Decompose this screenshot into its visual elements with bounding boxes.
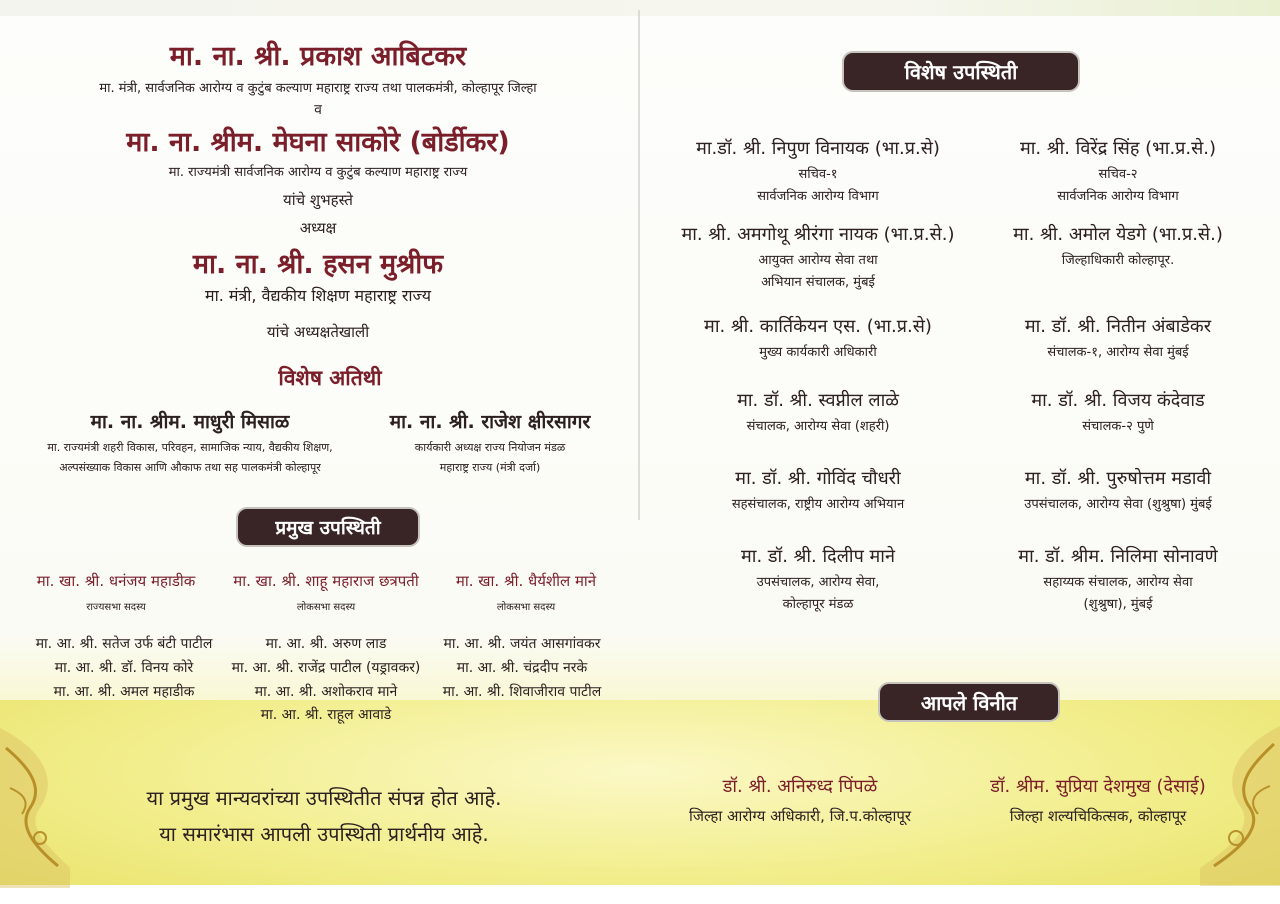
chief-guest-name: मा. ना. श्री. प्रकाश आबिटकर [169, 41, 467, 72]
special-presence-heading: विशेष उपस्थिती [844, 53, 1078, 90]
co-guest-role: मा. राज्यमंत्री सार्वजनिक आरोग्य व कुटुंब कल्याण महाराष्ट्र राज्य [168, 165, 468, 180]
president-role: मा. मंत्री, वैद्यकीय शिक्षण महाराष्ट्र राज्य [205, 286, 431, 305]
yours-heading: आपले विनीत [880, 684, 1058, 720]
official-role: सहाय्यक संचालक, आरोग्य सेवा [1043, 575, 1193, 590]
official-name: मा. डॉ. श्रीम. निलिमा सोनावणे [1018, 546, 1218, 567]
mp-name: मा. खा. श्री. धनंजय महाडीक [36, 572, 196, 590]
chief-guest-role: मा. मंत्री, सार्वजनिक आरोग्य व कुटुंब कल्याण महाराष्ट्र राज्य तथा पालकमंत्री, कोल्हापूर जिल्हा [99, 81, 537, 96]
mp-name: मा. खा. श्री. धैर्यशील माने [455, 572, 597, 590]
official-role: कोल्हापूर मंडळ [782, 597, 854, 612]
official-name: मा. डॉ. श्री. स्वप्नील लाळे [737, 390, 899, 411]
special-guest-role: महाराष्ट्र राज्य (मंत्री दर्जा) [439, 461, 541, 474]
page-fold [638, 10, 640, 520]
official-role: उपसंचालक, आरोग्य सेवा, [756, 575, 880, 590]
by-hands-text: यांचे शुभहस्ते [283, 191, 353, 209]
host-name: डॉ. श्रीम. सुप्रिया देशमुख (देसाई) [990, 776, 1206, 797]
official-name: मा. श्री. कार्तिकेयन एस. (भा.प्र.से) [704, 316, 932, 337]
official-name: मा. डॉ. श्री. दिलीप माने [741, 546, 895, 567]
official-role: संचालक-१, आरोग्य सेवा मुंबई [1047, 345, 1189, 360]
mp-role: लोकसभा सदस्य [496, 602, 556, 613]
bottom-edge [0, 885, 1280, 904]
official-role: उपसंचालक, आरोग्य सेवा (शुश्रुषा) मुंबई [1024, 497, 1212, 512]
official-role: सचिव-२ [1098, 167, 1138, 182]
official-role: (शुश्रुषा), मुंबई [1083, 597, 1153, 612]
top-edge [0, 0, 1280, 16]
official-name: मा. डॉ. श्री. नितीन अंबाडेकर [1024, 316, 1212, 337]
official-name: मा. श्री. अमगोथू श्रीरंगा नायक (भा.प्र.से.) [681, 224, 955, 245]
official-role: जिल्हाधिकारी कोल्हापूर. [1061, 253, 1175, 268]
official-name: मा. डॉ. श्री. पुरुषोत्तम मडावी [1024, 468, 1212, 489]
special-guest-role: अल्पसंख्याक विकास आणि औकाफ तथा सह पालकमंत्री कोल्हापूर [59, 461, 321, 474]
mla-name: मा. आ. श्री. सतेज उर्फ बंटी पाटील [35, 636, 213, 652]
host-name: डॉ. श्री. अनिरुध्द पिंपळे [722, 776, 878, 797]
official-role: संचालक, आरोग्य सेवा (शहरी) [746, 419, 890, 434]
mla-name: मा. आ. श्री. अशोकराव माने [254, 684, 398, 700]
official-role: अभियान संचालक, मुंबई [761, 275, 875, 290]
mla-name: मा. आ. श्री. अमल महाडीक [53, 684, 195, 700]
official-role: मुख्य कार्यकारी अधिकारी [759, 345, 877, 360]
co-guest-name: मा. ना. श्रीम. मेघना साकोरे (बोर्डीकर) [126, 127, 510, 158]
and-word: व [314, 102, 322, 118]
president-label: अध्यक्ष [299, 219, 337, 237]
host-role: जिल्हा आरोग्य अधिकारी, जि.प.कोल्हापूर [688, 807, 912, 825]
official-name: मा. डॉ. श्री. विजय कंदेवाड [1031, 390, 1205, 411]
presidency-text: यांचे अध्यक्षतेखाली [266, 323, 370, 341]
special-guest-name: मा. ना. श्री. राजेश क्षीरसागर [389, 411, 591, 433]
mp-role: लोकसभा सदस्य [296, 602, 356, 613]
mla-name: मा. आ. श्री. राजेंद्र पाटील (यड्रावकर) [231, 660, 421, 676]
closing-line: या प्रमुख मान्यवरांच्या उपस्थितीत संपन्न होत आहे. [146, 786, 502, 810]
official-name: मा. डॉ. श्री. गोविंद चौधरी [735, 468, 901, 489]
special-guest-role: कार्यकारी अध्यक्ष राज्य नियोजन मंडळ [414, 441, 566, 454]
mp-name: मा. खा. श्री. शाहू महाराज छत्रपती [233, 572, 419, 590]
mla-name: मा. आ. श्री. अरुण लाड [265, 636, 387, 652]
official-role: सचिव-१ [798, 167, 838, 182]
official-role: सार्वजनिक आरोग्य विभाग [1057, 189, 1179, 204]
special-guests-heading: विशेष अतिथी [278, 366, 382, 390]
special-guest-role: मा. राज्यमंत्री शहरी विकास, परिवहन, सामाजिक न्याय, वैद्यकीय शिक्षण, [47, 441, 333, 454]
host-role: जिल्हा शल्यचिकित्सक, कोल्हापूर [1009, 807, 1187, 825]
mla-name: मा. आ. श्री. शिवाजीराव पाटील [442, 684, 602, 700]
official-name: मा.डॉ. श्री. निपुण विनायक (भा.प्र.से) [696, 138, 940, 159]
gold-ornament-right [1170, 726, 1280, 886]
official-role: सहसंचालक, राष्ट्रीय आरोग्य अभियान [731, 497, 905, 512]
president-name: मा. ना. श्री. हसन मुश्रीफ [192, 249, 444, 280]
mla-name: मा. आ. श्री. जयंत आसगांवकर [443, 636, 601, 652]
official-role: सार्वजनिक आरोग्य विभाग [757, 189, 879, 204]
mla-name: मा. आ. श्री. राहूल आवाडे [260, 707, 392, 723]
official-role: आयुक्त आरोग्य सेवा तथा [758, 253, 878, 268]
closing-line: या समारंभास आपली उपस्थिती प्रार्थनीय आहे. [159, 822, 489, 846]
special-guest-name: मा. ना. श्रीम. माधुरी मिसाळ [90, 411, 290, 433]
gold-ornament-left [0, 728, 78, 888]
mla-name: मा. आ. श्री. चंद्रदीप नरके [456, 660, 588, 676]
official-name: मा. श्री. अमोल येडगे (भा.प्र.से.) [1013, 224, 1223, 245]
official-name: मा. श्री. विरेंद्र सिंह (भा.प्र.से.) [1019, 138, 1217, 159]
official-role: संचालक-२ पुणे [1082, 419, 1154, 434]
prominent-heading: प्रमुख उपस्थिती [238, 509, 418, 545]
mp-role: राज्यसभा सदस्य [86, 602, 146, 613]
mla-name: मा. आ. श्री. डॉ. विनय कोरे [54, 660, 194, 676]
